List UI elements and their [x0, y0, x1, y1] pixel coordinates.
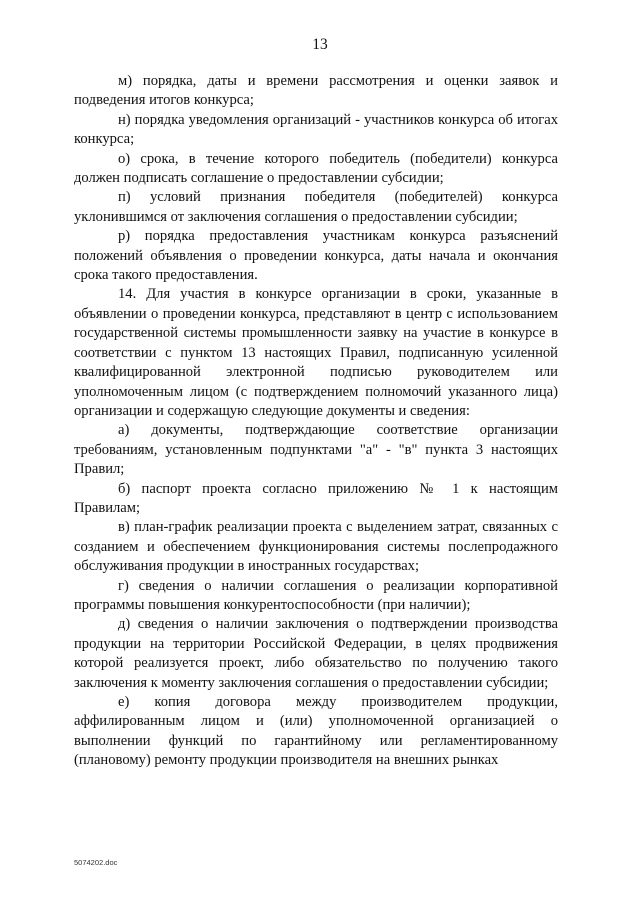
footer-file-code: 5074202.doc [74, 858, 118, 867]
paragraph-item-d: д) сведения о наличии заключения о подтверждении производства продукции на территории Российской Федерации, в целях продвижения которой реализуется проект, либо обязательство по получению такого заключения к моменту заключения соглашения о предоставлении субсидии; [74, 616, 558, 691]
paragraph-item-p: п) условий признания победителя (победителей) конкурса уклонившимся от заключения соглашения о предоставлении субсидии; [74, 189, 558, 225]
paragraph-item-b: б) паспорт проекта согласно приложению № 1 к настоящим Правилам; [74, 480, 558, 516]
paragraph-item-m: м) порядка, даты и времени рассмотрения и оценки заявок и подведения итогов конкурса; [74, 73, 558, 109]
paragraph-item-n: н) порядка уведомления организаций - участников конкурса об итогах конкурса; [74, 111, 558, 148]
paragraph-item-o: о) срока, в течение которого победитель (победители) конкурса должен подписать соглашение о предоставлении субсидии; [74, 150, 558, 187]
paragraph-item-g: г) сведения о наличии соглашения о реализации корпоративной программы повышения конкурентоспособности (при наличии); [74, 577, 558, 613]
paragraph-item-a: а) документы, подтверждающие соответствие организации требованиям, установленным подпунктами "а" - "в" пункта 3 настоящих Правил; [74, 422, 558, 478]
paragraph-clause-14: 14. Для участия в конкурсе организации в сроки, указанные в объявлении о проведении конкурса, представляют в центр с использованием государственной системы промышленности заявку на участие в конкурсе в соответствии с пунктом 13 настоящих Правил, подписанную усиленной квалифицированной электронной подписью руководителем или уполномоченным лицом (с подтверждением полномочий указанного лица) организации и содержащую следующие документы и сведения: [74, 286, 558, 419]
paragraph-item-r: р) порядка предоставления участникам конкурса разъяснений положений объявления о проведении конкурса, даты начала и окончания срока такого предоставления. [74, 228, 558, 284]
page-number: 13 [312, 36, 328, 53]
document-body [74, 72, 558, 771]
paragraph-item-v: в) план-график реализации проекта с выделением затрат, связанных с созданием и обеспечением функционирования системы послепродажного обслуживания продукции в иностранных государствах; [74, 519, 558, 575]
paragraph-item-e: е) копия договора между производителем продукции, аффилированным лицом и (или) уполномоченной организацией о выполнении функций по гарантийному или регламентированному (плановому) ремонту продукции производителя на внешних рынках [74, 694, 558, 769]
